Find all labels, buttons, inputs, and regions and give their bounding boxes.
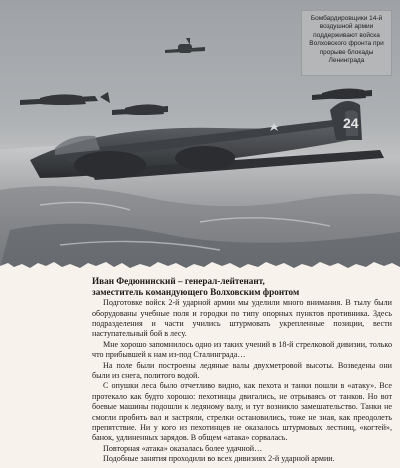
heading-line-2: заместитель командующего Волховским фронтом bbox=[92, 286, 300, 297]
paragraph: Подобные занятия проходили во всех дивизиях 2-й ударной армии. bbox=[103, 454, 335, 464]
paragraph: Подготовке войск 2-й ударной армии мы уделили много внимания. В тылу были оборудованы учебные поля и городки по типу опорных пунктов противника. Здесь подразделения и части учились штурмовать укрепленные позиции, вести наступательный бой в лесу. bbox=[92, 298, 392, 339]
torn-edge bbox=[0, 260, 400, 274]
article-heading bbox=[92, 276, 392, 297]
heading-line-1: Иван Федюнинский – генерал-лейтенант, bbox=[92, 276, 265, 286]
paragraph: Повторная «атака» оказалась более удачной… bbox=[103, 443, 263, 453]
paragraph: На поле были построены ледяные валы двухметровой высоты. Возведены они были из снега, политого водой. bbox=[92, 360, 392, 381]
article bbox=[92, 276, 392, 465]
tail-number: 24 bbox=[343, 115, 359, 131]
photo-caption: Бомбардировщики 14-й воздушной армии поддерживают войска Волховского фронта при прорыве блокады Ленинграда bbox=[301, 10, 392, 76]
paragraph: С опушки леса было отчетливо видно, как пехота и танки пошли в «атаку». Все протекало как будто хорошо: пехотинцы двигались, не отрываясь от танков. Но вот боевые машины подошли к ледяному валу, и тут возникло замешательство. Танки не смогли пробить вал и застряли, стрелки остановились, тоже не зная, как преодолеть препятствие. Ни у кого из пехотинцев не оказалось штурмовых лестниц, «когтей», банок, удлиненных зарядов. В общем «атака» сорвалась. bbox=[92, 381, 392, 443]
paragraph: Мне хорошо запомнилось одно из таких учений в 18-й стрелковой дивизии, только что прибывшей к нам из-под Сталинграда… bbox=[92, 339, 392, 360]
